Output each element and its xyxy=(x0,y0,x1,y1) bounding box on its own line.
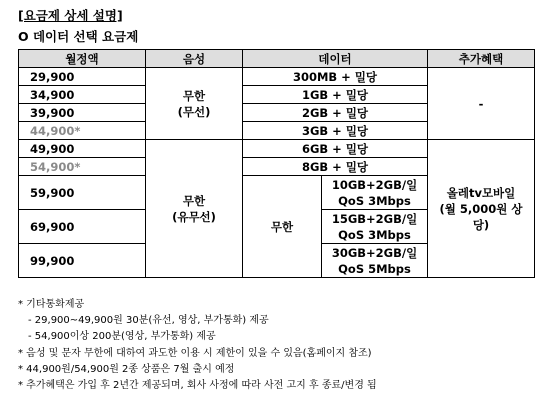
data-qos: QoS 3Mbps xyxy=(338,193,411,208)
voice-cell-wired-wireless xyxy=(146,140,243,278)
data-cell: 8GB + 밀당 xyxy=(243,158,428,176)
footnote: * 기타통화제공 xyxy=(18,299,85,310)
footnote-detail: - 54,900이상 200분(영상, 부가통화) 제공 xyxy=(28,331,216,343)
voice-sublabel: (무선) xyxy=(177,104,211,119)
price-cell: 54,900* xyxy=(19,158,146,176)
section-title: O 데이터 선택 요금제 xyxy=(18,29,139,44)
benefit-detail: (월 5,000원 상 xyxy=(439,201,523,216)
col-header-data: 데이터 xyxy=(243,50,428,68)
col-header-price: 월정액 xyxy=(19,50,146,68)
data-cell: 2GB + 밀당 xyxy=(243,104,428,122)
table-row xyxy=(19,140,535,158)
data-cell: 1GB + 밀당 xyxy=(243,86,428,104)
voice-cell-wireless xyxy=(146,68,243,140)
footnote: * 44,900원/54,900원 2종 상품은 7월 출시 예정 xyxy=(18,363,235,375)
voice-sublabel: (유무선) xyxy=(172,209,216,224)
data-cell xyxy=(322,244,428,278)
data-unlimited-cell: 무한 xyxy=(243,176,322,278)
benefit-label: 올레tv모바일 xyxy=(446,185,516,200)
price-cell: 69,900 xyxy=(19,210,146,244)
data-cell xyxy=(322,210,428,244)
price-cell: 29,900 xyxy=(19,68,146,86)
benefit-cell-none: - xyxy=(428,68,535,140)
footnote-detail: - 29,900~49,900원 30분(유선, 영상, 부가통화) 제공 xyxy=(28,315,269,327)
price-cell: 59,900 xyxy=(19,176,146,210)
voice-label: 무한 xyxy=(182,88,206,103)
price-cell: 49,900 xyxy=(19,140,146,158)
data-amount: 15GB+2GB/일 xyxy=(331,211,418,226)
price-cell: 44,900* xyxy=(19,122,146,140)
data-cell: 6GB + 밀당 xyxy=(243,140,428,158)
page-title: [요금제 상세 설명] xyxy=(18,8,123,23)
footnote: * 음성 및 문자 무한에 대하여 과도한 이용 시 제한이 있을 수 있음(홈페이지 참조) xyxy=(18,347,372,359)
data-cell: 3GB + 밀당 xyxy=(243,122,428,140)
price-cell: 39,900 xyxy=(19,104,146,122)
table-row xyxy=(19,68,535,86)
data-cell xyxy=(322,176,428,210)
plan-table xyxy=(18,49,535,278)
benefit-cell-olleh-tv xyxy=(428,140,535,278)
table-header-row xyxy=(19,50,535,68)
data-qos: QoS 5Mbps xyxy=(338,261,411,276)
data-cell: 300MB + 밀당 xyxy=(243,68,428,86)
footnotes xyxy=(18,297,377,394)
voice-label: 무한 xyxy=(182,193,206,208)
col-header-voice: 음성 xyxy=(146,50,243,68)
data-qos: QoS 3Mbps xyxy=(338,227,411,242)
price-cell: 99,900 xyxy=(19,244,146,278)
price-cell: 34,900 xyxy=(19,86,146,104)
data-amount: 10GB+2GB/일 xyxy=(331,177,418,192)
data-amount: 30GB+2GB/일 xyxy=(331,245,418,260)
footnote: * 추가혜택은 가입 후 2년간 제공되며, 회사 사정에 따라 사전 고지 후 종료/변경 됨 xyxy=(18,380,377,392)
benefit-detail-end: 당) xyxy=(472,217,490,232)
col-header-benefit: 추가혜택 xyxy=(428,50,535,68)
